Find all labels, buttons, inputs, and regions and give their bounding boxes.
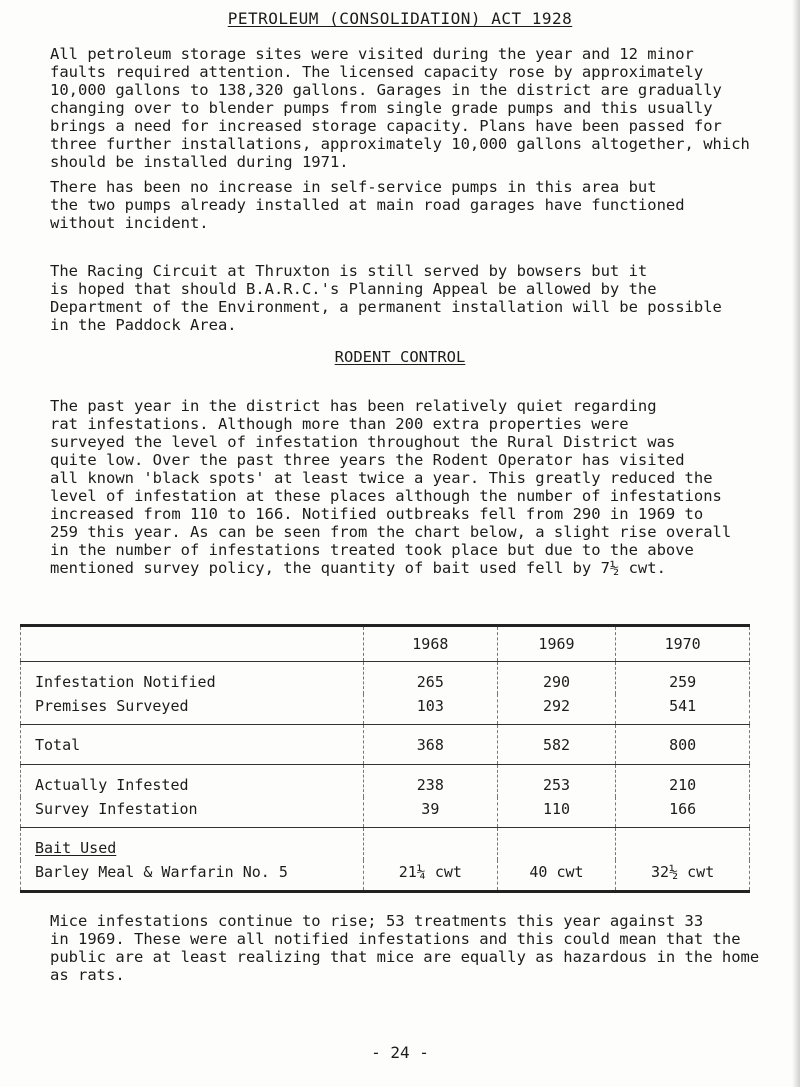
row-label: Survey Infestation <box>21 797 364 828</box>
year-1969-header: 1969 <box>497 626 616 662</box>
cell-value: 166 <box>616 797 750 828</box>
table-row-total <box>21 725 750 765</box>
cell-value: 103 <box>364 694 498 725</box>
rodent-control-paragraph: The past year in the district has been relatively quiet regarding rat infestations. Although more than 200 extra properties were surveyed the level of infestation throughout the Rural District was quite low. Over the past three years the Rodent Operator has visited all known 'black spots' at least twice a year. This greatly reduced the level of infestation at these places although the number of infestations increased from 110 to 166. Notified outbreaks fell from 290 in 1969 to 259 this year. As can be seen from the chart below, a slight rise overall in the number of infestations treated took place but due to the above mentioned survey policy, the quantity of bait used fell by 7½ cwt. <box>50 397 732 577</box>
table-row <box>21 765 750 798</box>
page-number: - 24 - <box>371 1043 429 1062</box>
cell-value: 259 <box>616 662 750 695</box>
table-row-subheading <box>21 828 750 861</box>
cell-value: 368 <box>364 725 498 765</box>
page-title: PETROLEUM (CONSOLIDATION) ACT 1928 <box>227 9 573 28</box>
row-label: Infestation Notified <box>21 662 364 695</box>
cell-value: 800 <box>616 725 750 765</box>
cell-value: 265 <box>364 662 498 695</box>
cell-value: 40 cwt <box>497 860 616 892</box>
row-label: Total <box>21 725 364 765</box>
year-1968-header: 1968 <box>364 626 498 662</box>
row-label: Actually Infested <box>21 765 364 798</box>
year-1970-header: 1970 <box>616 626 750 662</box>
rodent-control-table <box>20 624 750 893</box>
table-header-row <box>21 626 750 662</box>
cell-value: 110 <box>497 797 616 828</box>
cell-value: 210 <box>616 765 750 798</box>
table-row <box>21 797 750 828</box>
table-row <box>21 860 750 892</box>
cell-value: 21¼ cwt <box>364 860 498 892</box>
cell-value: 238 <box>364 765 498 798</box>
cell-value: 32½ cwt <box>616 860 750 892</box>
petroleum-paragraph-2: There has been no increase in self-service pumps in this area but the two pumps already installed at main road garages have functioned without incident. <box>50 178 685 232</box>
row-label-bait-used: Bait Used <box>21 828 364 861</box>
cell-value: 582 <box>497 725 616 765</box>
table-row <box>21 694 750 725</box>
petroleum-paragraph-3: The Racing Circuit at Thruxton is still served by bowsers but it is hoped that should B.A.R.C.'s Planning Appeal be allowed by the Department of the Environment, a permanent installation will be possible in the Paddock Area. <box>50 262 722 334</box>
page-edge-shadow <box>792 0 800 1087</box>
cell-value: 253 <box>497 765 616 798</box>
table-header-blank <box>21 626 364 662</box>
row-label: Barley Meal & Warfarin No. 5 <box>21 860 364 892</box>
section-heading-rodent-control: RODENT CONTROL <box>334 348 466 366</box>
cell-value: 541 <box>616 694 750 725</box>
cell-value: 292 <box>497 694 616 725</box>
petroleum-paragraph-1: All petroleum storage sites were visited during the year and 12 minor faults required attention. The licensed capacity rose by approximately 10,000 gallons to 138,320 gallons. Garages in the district are gradually changing over to blender pumps from single grade pumps and this usually brings a need for increased storage capacity. Plans have been passed for three further installations, approximately 10,000 gallons altogether, which should be installed during 1971. <box>50 45 750 171</box>
cell-value: 39 <box>364 797 498 828</box>
mice-infestation-paragraph: Mice infestations continue to rise; 53 treatments this year against 33 in 1969. These were all notified infestations and this could mean that the public are at least realizing that mice are equally as hazardous in the home as rats. <box>50 912 760 984</box>
row-label: Premises Surveyed <box>21 694 364 725</box>
table-row <box>21 662 750 695</box>
cell-value: 290 <box>497 662 616 695</box>
